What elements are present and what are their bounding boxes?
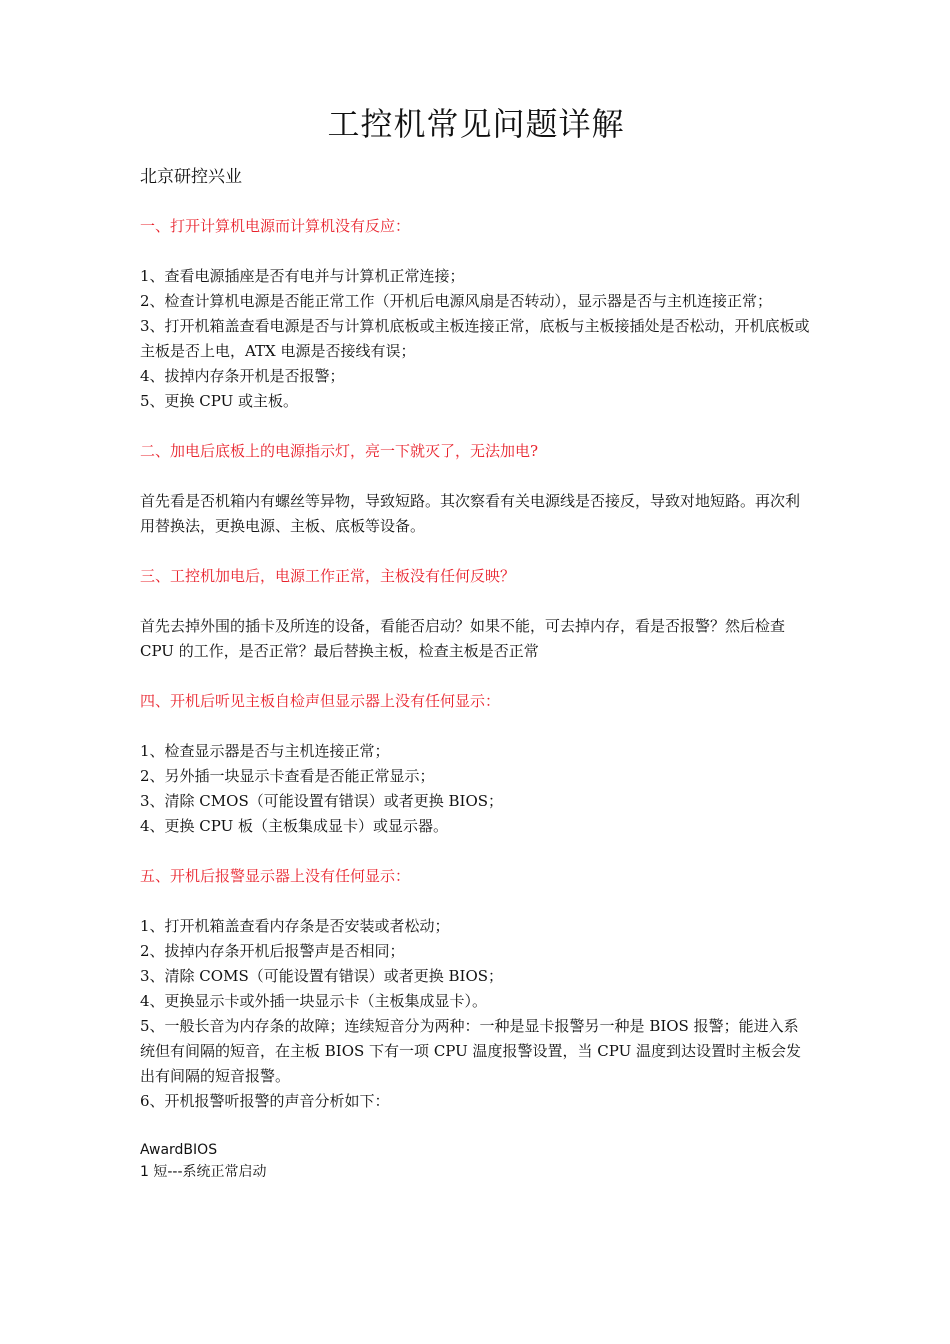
- section-heading-1: 一、打开计算机电源而计算机没有反应：: [140, 217, 411, 235]
- section-5-line-1: 1、打开机箱盖查看内存条是否安装或者松动；: [140, 917, 450, 935]
- section-1-line-5: 5、更换 CPU 或主板。: [140, 392, 299, 410]
- beep-code-1: 1 短---系统正常启动: [140, 1164, 267, 1180]
- section-4-line-1: 1、检查显示器是否与主机连接正常；: [140, 742, 390, 760]
- document-body: [140, 214, 812, 1183]
- section-heading-4: 四、开机后听见主板自检声但显示器上没有任何显示：: [140, 692, 501, 710]
- section-4-line-3: 3、清除 CMOS（可能设置有错误）或者更换 BIOS；: [140, 792, 504, 810]
- section-5-line-5: 5、一般长音为内存条的故障；连续短音分为两种：一种是显卡报警另一种是 BIOS 报警；能进入系统但有间隔的短音，在主板 BIOS 下有一项 CPU 温度报警设置，当 CPU 温度到达设置时主板会发出有间隔的短音报警。: [140, 1017, 802, 1085]
- section-5-line-4: 4、更换显示卡或外插一块显示卡（主板集成显卡）。: [140, 992, 488, 1010]
- page-title: 工控机常见问题详解: [327, 105, 625, 143]
- section-5-line-6: 6、开机报警听报警的声音分析如下：: [140, 1092, 390, 1110]
- section-1-line-1: 1、查看电源插座是否有电并与计算机正常连接；: [140, 267, 465, 285]
- section-5-line-2: 2、拔掉内存条开机后报警声是否相同；: [140, 942, 405, 960]
- section-4-line-4: 4、更换 CPU 板（主板集成显卡）或显示器。: [140, 817, 449, 835]
- section-5-line-3: 3、清除 COMS（可能设置有错误）或者更换 BIOS；: [140, 967, 504, 985]
- company-name: 北京研控兴业: [140, 167, 242, 187]
- section-2-paragraph: 首先看是否机箱内有螺丝等异物，导致短路。其次察看有关电源线是否接反，导致对地短路。再次利用替换法，更换电源、主板、底板等设备。: [140, 492, 801, 535]
- section-3-paragraph: 首先去掉外围的插卡及所连的设备，看能否启动？如果不能，可去掉内存，看是否报警？然后检查 CPU 的工作，是否正常？最后替换主板，检查主板是否正常: [140, 617, 786, 660]
- section-4-line-2: 2、另外插一块显示卡查看是否能正常显示；: [140, 767, 435, 785]
- section-1-line-2: 2、检查计算机电源是否能正常工作（开机后电源风扇是否转动），显示器是否与主机连接正常；: [140, 292, 773, 310]
- section-heading-2: 二、加电后底板上的电源指示灯，亮一下就灭了，无法加电?: [140, 442, 539, 460]
- section-1-line-3: 3、打开机箱盖查看电源是否与计算机底板或主板连接正常，底板与主板接插处是否松动，开机底板或主板是否上电，ATX 电源是否接线有误；: [140, 317, 810, 360]
- section-1-line-4: 4、拔掉内存条开机是否报警；: [140, 367, 345, 385]
- bios-name: AwardBIOS: [140, 1142, 218, 1158]
- section-heading-5: 五、开机后报警显示器上没有任何显示：: [140, 867, 411, 885]
- section-heading-3: 三、工控机加电后，电源工作正常，主板没有任何反映？: [140, 567, 516, 585]
